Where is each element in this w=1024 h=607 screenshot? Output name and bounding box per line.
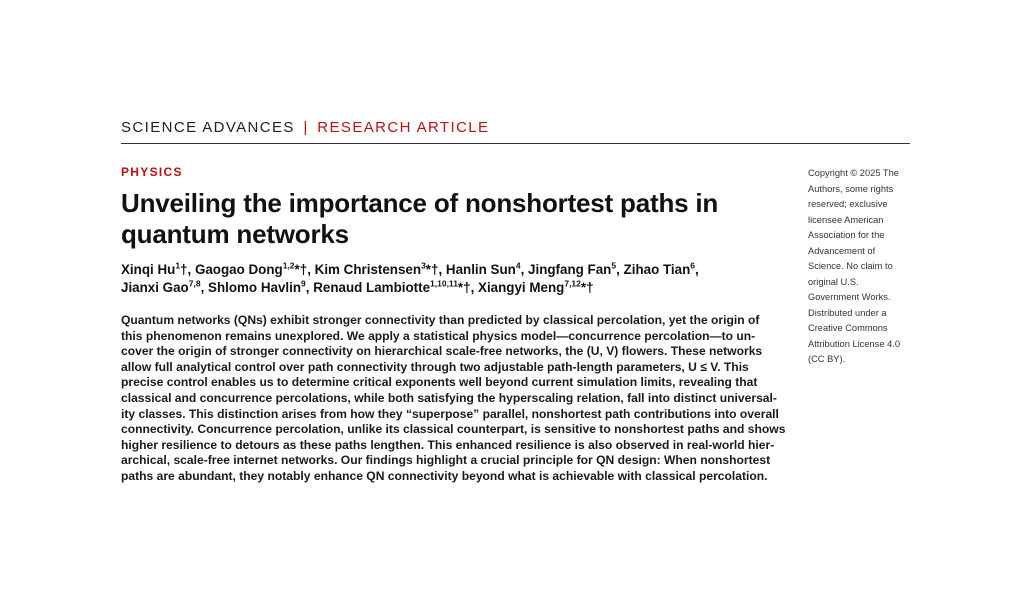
abstract	[121, 313, 786, 485]
affiliation-sup: 1,10,11	[430, 278, 458, 289]
author-mark: †,	[180, 262, 195, 277]
affiliation-sup: 7,12	[564, 278, 581, 289]
author	[121, 280, 208, 295]
abstract-line: Quantum networks (QNs) exhibit stronger connectivity than predicted by classical percolation, yet the origin of	[121, 313, 760, 327]
article-type: RESEARCH ARTICLE	[317, 119, 490, 136]
author-name: Zihao Tian	[623, 262, 691, 277]
copyright-line: Science. No claim to	[808, 261, 893, 271]
article-title	[121, 188, 761, 250]
author-list	[121, 261, 801, 297]
copyright-line: Advancement of	[808, 245, 876, 256]
header-rule	[121, 143, 910, 144]
copyright-line: licensee American	[808, 214, 884, 225]
copyright-line: Government Works.	[808, 292, 891, 302]
journal-name: SCIENCE ADVANCES	[121, 119, 295, 136]
author	[624, 262, 699, 277]
journal-header	[121, 119, 489, 136]
abstract-line: cover the origin of stronger connectivity on hierarchical scale-free networks, the (U, V) flowers. These networks	[121, 344, 763, 359]
header-separator: |	[303, 119, 309, 136]
abstract-line: higher resilience to detours as these paths lengthen. This enhanced resilience is also observed in real-world hier-	[121, 437, 775, 452]
affiliation-sup: 1,2	[282, 260, 295, 271]
affiliation-sup: 7,8	[188, 278, 201, 289]
abstract-line: connectivity. Concurrence percolation, unlike its classical counterpart, is sensitive to nonshortest paths and shows	[121, 422, 786, 437]
abstract-line: precise control enables us to determine critical exponents well beyond current simulation limits, revealing that	[121, 375, 758, 390]
author-mark: *†,	[425, 262, 446, 277]
copyright-line: Distributed under a	[808, 307, 887, 318]
copyright-line: Creative Commons	[808, 323, 888, 333]
title-line: Unveiling the importance of nonshortest paths in	[121, 188, 719, 218]
author	[446, 262, 528, 277]
author-name: Shlomo Havlin	[208, 280, 302, 295]
abstract-line: classical and concurrence percolations, while both satisfying the hyperscaling relation, fall into distinct universal-	[121, 390, 777, 405]
author	[528, 262, 624, 277]
copyright-line: Authors, some rights	[808, 183, 894, 194]
copyright-line: (CC BY).	[808, 354, 846, 364]
abstract-line: paths are abundant, they notably enhance QN connectivity beyond what is achievable with classical percolation.	[121, 468, 768, 483]
copyright-line: reserved; exclusive	[808, 199, 888, 209]
affiliation-sup: 4	[515, 260, 521, 271]
copyright-notice	[808, 166, 918, 368]
abstract-line: ity classes. This distinction arises from how they “superpose” parallel, nonshortest path contributions into overall	[121, 406, 779, 421]
affiliation-sup: 5	[611, 260, 617, 271]
author-mark: ,	[305, 280, 314, 295]
affiliation-sup: 1	[175, 260, 181, 271]
copyright-line: Attribution License 4.0	[808, 338, 900, 349]
author-name: Xiangyi Meng	[478, 280, 565, 295]
author-name: Hanlin Sun	[445, 262, 516, 277]
affiliation-sup: 6	[690, 260, 695, 271]
author	[315, 262, 446, 277]
author-mark: *†	[580, 280, 594, 295]
section-label: PHYSICS	[121, 165, 183, 179]
author-mark: *†,	[457, 280, 479, 295]
affiliation-sup: 9	[301, 278, 306, 289]
author-mark: ,	[616, 262, 624, 277]
author-mark: ,	[200, 280, 209, 295]
author	[208, 280, 313, 295]
author	[195, 262, 315, 277]
author-name: Kim Christensen	[314, 262, 422, 277]
author-line	[121, 279, 801, 297]
copyright-line: original U.S.	[808, 276, 859, 287]
author-mark: *†,	[294, 262, 315, 277]
author-mark: ,	[520, 262, 529, 277]
abstract-line: allow full analytical control over path connectivity through two adjustable path-length parameters, U ≤ V. This	[121, 359, 749, 374]
author-name: Gaogao Dong	[194, 262, 283, 277]
copyright-line: Association for the	[808, 230, 885, 240]
title-line: quantum networks	[121, 219, 349, 249]
author-mark: ,	[695, 262, 699, 277]
author-name: Jingfang Fan	[528, 262, 612, 277]
author	[121, 262, 195, 277]
author	[313, 280, 478, 295]
copyright-line: Copyright © 2025 The	[808, 168, 899, 178]
abstract-line: this phenomenon remains unexplored. We apply a statistical physics model—concurrence percolation—to un-	[121, 328, 756, 343]
abstract-line: archical, scale-free internet networks. Our findings highlight a crucial principle for QN design: When nonshortest	[121, 453, 771, 468]
author-name: Renaud Lambiotte	[313, 280, 431, 295]
author-line	[121, 261, 801, 279]
author-name: Xinqi Hu	[121, 262, 176, 277]
author-name: Jianxi Gao	[121, 280, 189, 295]
author	[478, 280, 594, 295]
affiliation-sup: 3	[421, 260, 426, 271]
